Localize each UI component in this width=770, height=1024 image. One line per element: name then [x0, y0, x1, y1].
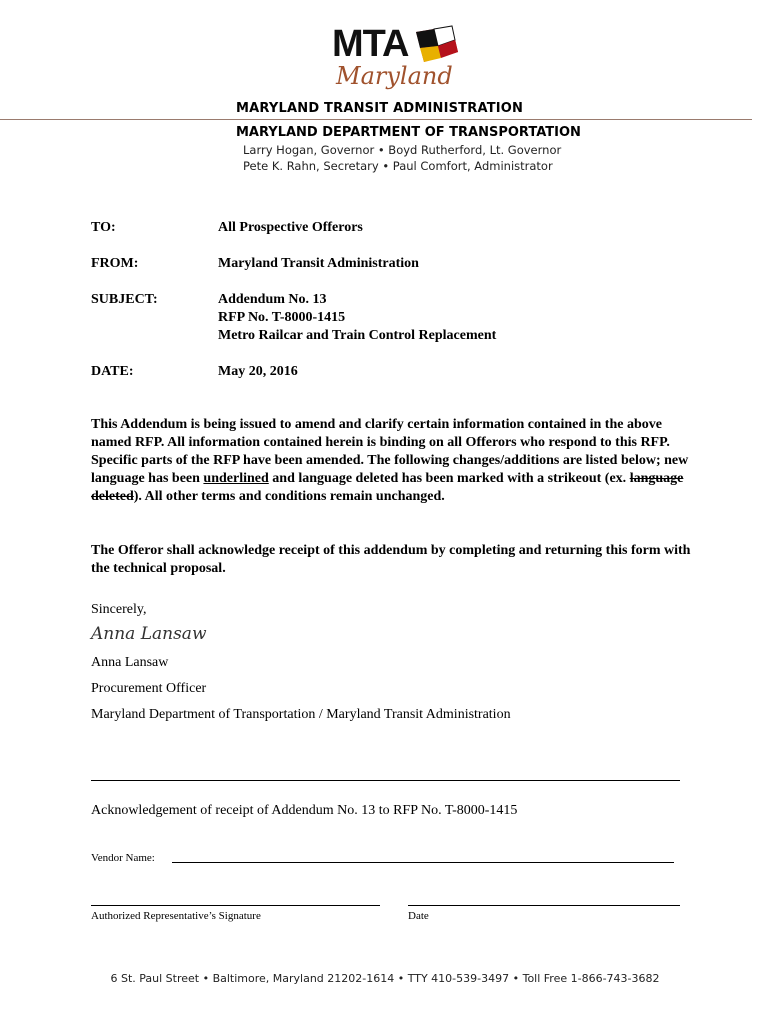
subject-label: SUBJECT: [91, 292, 158, 307]
signature-field[interactable] [91, 905, 380, 906]
mta-maryland-logo [332, 22, 462, 92]
department-name: MARYLAND DEPARTMENT OF TRANSPORTATION [236, 125, 581, 140]
date-label: DATE: [91, 364, 134, 379]
acknowledge-paragraph: The Offeror shall acknowledge receipt of this addendum by completing and returning this form with the technical proposal. [91, 543, 691, 576]
underlined-example: underlined [203, 471, 269, 486]
addendum-paragraph: This Addendum is being issued to amend and clarify certain information contained in the above named RFP. All information contained herein is binding on all Offerors who respond to this RFP. Specific parts of the RFP have been amended. The following changes/additions are listed below; new language has been underlined and language deleted has been marked with a strikeout (ex. language deleted). All other terms and conditions remain unchanged. [91, 417, 689, 504]
subject-project: Metro Railcar and Train Control Replacement [218, 328, 497, 343]
footer-address: 6 St. Paul Street • Baltimore, Maryland 21202-1614 • TTY 410-539-3497 • Toll Free 1-866-743-3682 [110, 972, 660, 985]
signer-title: Procurement Officer [91, 681, 207, 696]
handwritten-signature: Anna Lansaw [91, 624, 207, 644]
subject-addendum: Addendum No. 13 [218, 292, 327, 307]
signer-name: Anna Lansaw [91, 655, 169, 670]
signature-label: Authorized Representative’s Signature [91, 910, 261, 922]
letterhead-rule [0, 119, 752, 120]
officials-line-2: Pete K. Rahn, Secretary • Paul Comfort, Administrator [243, 159, 553, 173]
to-label: TO: [91, 220, 116, 235]
signer-organization: Maryland Department of Transportation / Maryland Transit Administration [91, 707, 511, 722]
svg-text:Maryland: Maryland [336, 62, 453, 90]
date-field[interactable] [408, 905, 680, 906]
subject-rfp-number: RFP No. T-8000-1415 [218, 310, 346, 325]
maryland-flag-icon [416, 26, 458, 62]
agency-name: MARYLAND TRANSIT ADMINISTRATION [236, 101, 524, 116]
to-value: All Prospective Offerors [218, 220, 363, 235]
svg-text:MTA: MTA [332, 23, 409, 65]
date-field-label: Date [408, 910, 429, 922]
acknowledgement-heading: Acknowledgement of receipt of Addendum No. 13 to RFP No. T-8000-1415 [91, 803, 518, 818]
date-value: May 20, 2016 [218, 364, 298, 379]
from-label: FROM: [91, 256, 139, 271]
strikeout-example: language deleted [91, 471, 684, 504]
salutation: Sincerely, [91, 602, 147, 617]
vendor-name-label: Vendor Name: [91, 852, 155, 864]
section-divider [91, 780, 680, 781]
officials-line-1: Larry Hogan, Governor • Boyd Rutherford, Lt. Governor [243, 143, 562, 157]
from-value: Maryland Transit Administration [218, 256, 419, 271]
vendor-name-field[interactable] [172, 862, 674, 863]
